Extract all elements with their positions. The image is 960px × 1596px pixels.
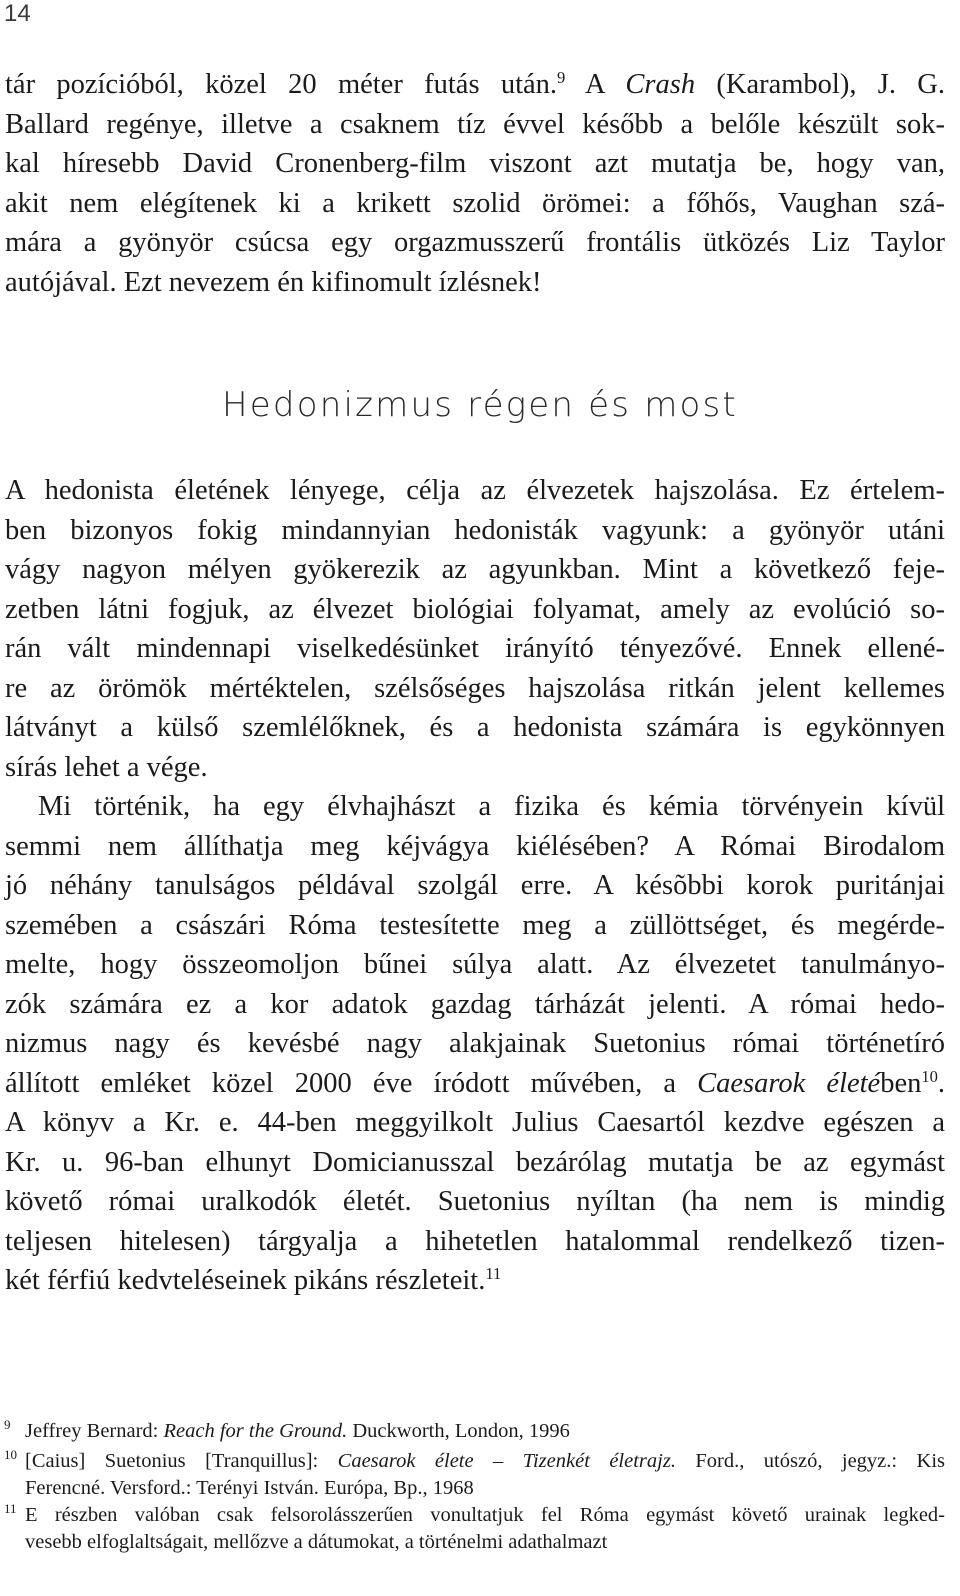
page-number: 14 — [4, 0, 31, 27]
text-line: zók számára ez a kor adatok gazdag tárházát jelenti. A római hedo- — [5, 988, 945, 1020]
footnote-number: 9 — [4, 1417, 11, 1432]
footnote-ref: 9 — [557, 68, 566, 88]
text-line: autójával. Ezt nevezem én kifinomult ízlésnek! — [5, 266, 542, 298]
footnote-10-cont: Ferencné. Versford.: Terényi István. Európa, Bp., 1968 — [25, 1477, 474, 1499]
text-line: kal híresebb David Cronenberg-film viszont azt mutatja be, hogy van, — [5, 148, 945, 179]
footnote-9: 9 Jeffrey Bernard: Reach for the Ground. Duckworth, London, 1996 — [0, 1418, 945, 1445]
text-line: teljesen hitelesen) tárgyalja a hihetetlen hatalommal rendelkező tizen- — [5, 1225, 945, 1257]
footnote-number: 11 — [4, 1501, 17, 1516]
text-line: re az örömök mértéktelen, szélsőséges hajszolása ritkán jelent kellemes — [5, 672, 945, 704]
footnote-ref: 10 — [921, 1066, 938, 1086]
text-line: Mi történik, ha egy élvhajhászt a fizika és kémia törvényein kívül — [38, 791, 945, 822]
text-line: szemében a császári Róma testesítette meg a züllöttséget, és megérde- — [5, 909, 945, 941]
text-line: semmi nem állíthatja meg kéjvágya kiélésében? A Római Birodalom — [5, 830, 945, 862]
footnote-11: 11 E részben valóban csak felsorolásszerűen vonultatjuk fel Róma egymást követő urainak legked- — [0, 1502, 945, 1529]
text-line: látványt a külső szemlélőknek, és a hedonista számára is egykönnyen — [5, 712, 945, 743]
italic-title: Caesarok életé — [697, 1067, 881, 1099]
italic-title: Crash — [625, 69, 696, 100]
text-line: A könyv a Kr. e. 44-ben meggyilkolt Julius Caesartól kezdve egészen a — [5, 1107, 945, 1138]
text-line: A hedonista életének lényege, célja az élvezetek hajszolása. Ez értelem- — [5, 475, 945, 506]
text-line: Kr. u. 96-ban elhunyt Domicianusszal bezárólag mutatja be az egymást — [5, 1146, 945, 1178]
text-line: tár pozícióból, közel 20 méter futás után.$^9$ A Crash (Karambol), J. G. — [5, 68, 945, 100]
text-line: követő római uralkodók életét. Suetonius nyíltan (ha nem is mindig — [5, 1186, 945, 1217]
intro-paragraph — [5, 65, 945, 302]
text-line: állított emléket közel 2000 éve íródott művében, a Caesarok életében$^{10}$. — [5, 1066, 945, 1099]
section-heading: Hedonizmus régen és most — [222, 385, 738, 425]
text-line: jó néhány tanulságos példával szolgál erre. A késõbbi korok puritánjai — [5, 870, 945, 901]
footnotes — [0, 1418, 945, 1556]
text-line: akit nem elégítenek ki a krikett szolid örömei: a főhős, Vaughan szá- — [5, 187, 945, 219]
text-line: mára a gyönyör csúcsa egy orgazmusszerű frontális ütközés Liz Taylor — [5, 227, 945, 258]
text-line: melte, hogy összeomoljon bűnei súlya alatt. Az élvezetet tanulmányo- — [5, 949, 945, 980]
paragraph-1 — [5, 471, 945, 787]
paragraph-2 — [5, 787, 945, 1301]
footnote-ref: 11 — [485, 1264, 502, 1284]
text-line: zetben látni fogjuk, az élvezet biológiai folyamat, amely az evolúció so- — [5, 593, 945, 625]
text-line: sírás lehet a vége. — [5, 751, 208, 783]
text-line: két férfiú kedvteléseinek pikáns részleteit.$^{11}$ — [5, 1264, 502, 1296]
text-line: ben bizonyos fokig mindannyian hedonisták vagyunk: a gyönyör utáni — [5, 514, 945, 546]
text-line: vágy nagyon mélyen gyökerezik az agyunkban. Mint a következő feje- — [5, 554, 945, 585]
text-line: Ballard regénye, illetve a csaknem tíz évvel később a belőle készült sok- — [5, 108, 945, 140]
text-line: rán vált mindennapi viselkedésünket irányító tényezővé. Ennek ellené- — [5, 633, 945, 664]
footnote-10: 10 [Caius] Suetonius [Tranquillus]: Caesarok élete – Tizenkét életrajz. Ford., utószó, jegyz.: Kis — [0, 1448, 945, 1475]
footnote-number: 10 — [4, 1447, 17, 1462]
footnote-11-cont: vesebb elfoglaltságait, mellőzve a dátumokat, a történelmi adathalmazt — [25, 1531, 608, 1553]
text-line: nizmus nagy és kevésbé nagy alakjainak Suetonius római történetíró — [5, 1028, 945, 1059]
